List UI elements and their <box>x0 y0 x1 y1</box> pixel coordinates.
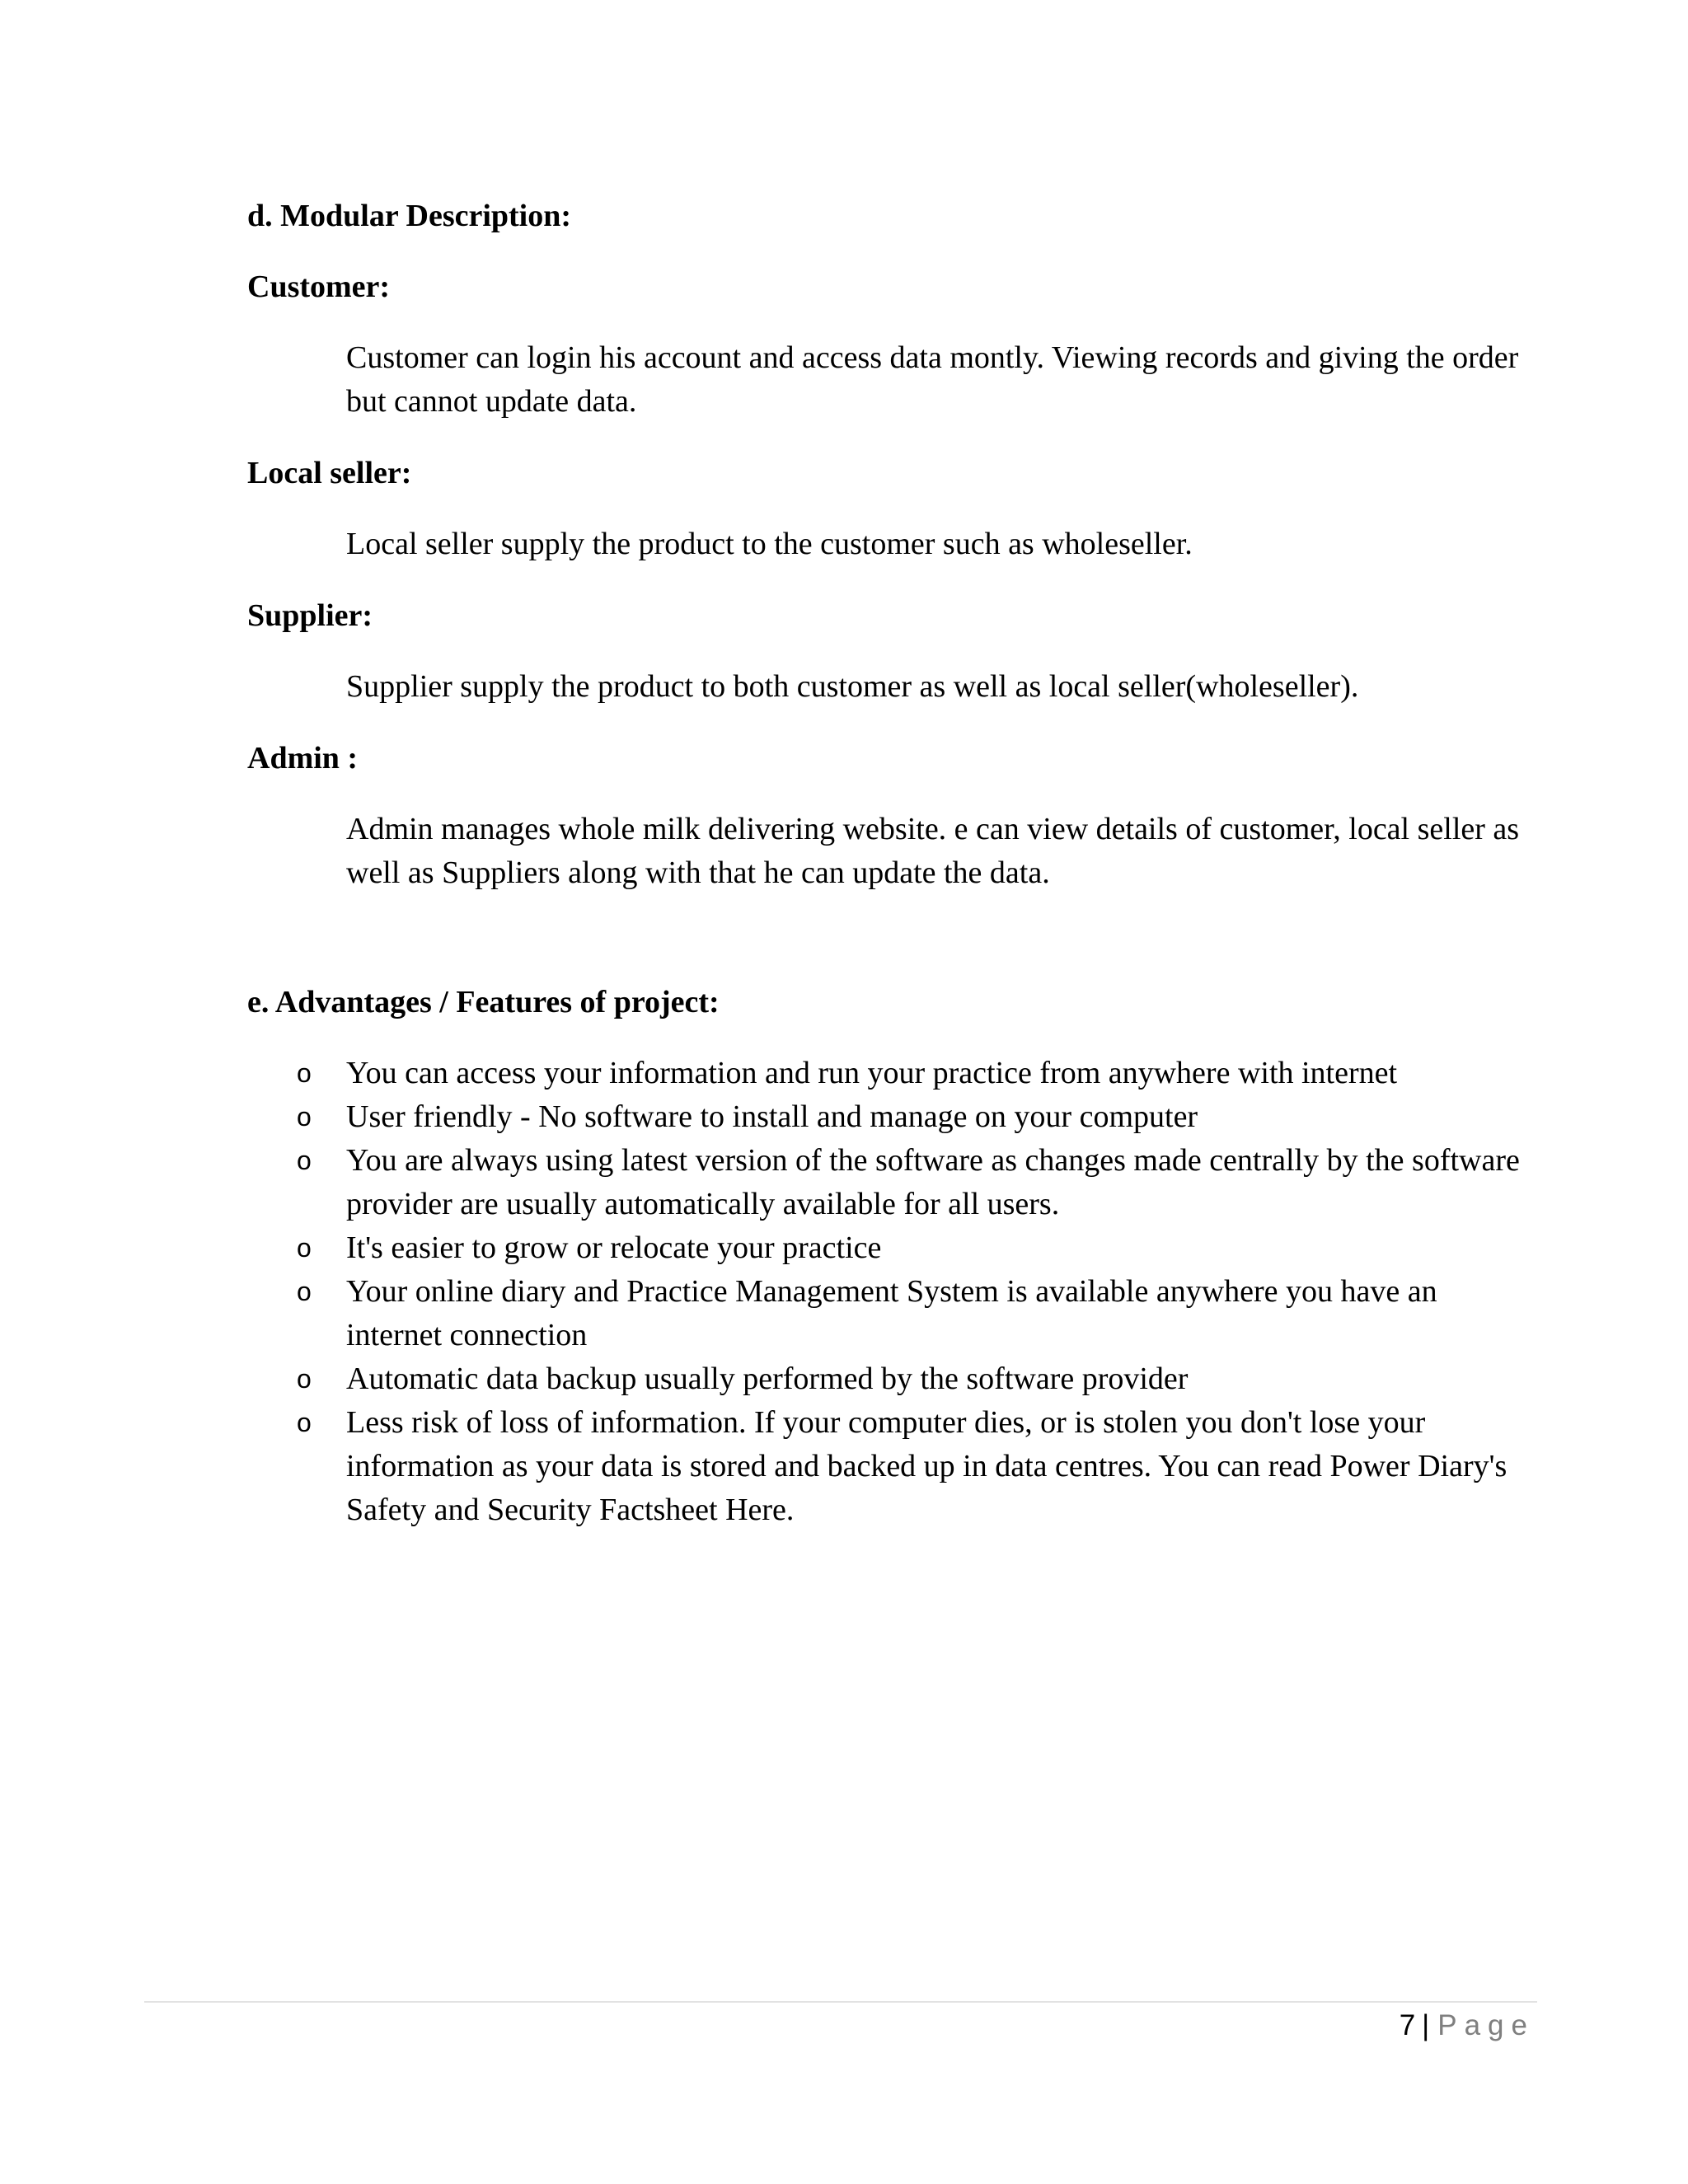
module-description: Customer can login his account and access data montly. Viewing records and giving the order but cannot update data. <box>346 340 1519 419</box>
bullet-icon: o <box>297 1277 312 1306</box>
list-item-text: Your online diary and Practice Management System is available anywhere you have an internet connection <box>346 1274 1437 1352</box>
list-item-text: You can access your information and run your practice from anywhere with internet <box>346 1056 1398 1090</box>
list-item <box>247 1226 1533 1270</box>
module-description: Admin manages whole milk delivering website. e can view details of customer, local seller as well as Suppliers along with that he can update the data. <box>346 812 1520 890</box>
module-customer <box>247 265 1533 424</box>
list-item <box>247 1401 1533 1532</box>
section-d-heading: d. Modular Description: <box>247 199 572 233</box>
list-item-text: Less risk of loss of information. If your computer dies, or is stolen you don't lose your information as your data is stored and backed up in data centres. You can read Power Diary's Safety and Security Factsheet Here. <box>346 1405 1507 1527</box>
module-title: Local seller: <box>247 456 412 490</box>
page-number: 7 <box>1399 2009 1416 2041</box>
module-title: Supplier: <box>247 598 373 633</box>
list-item-text: Automatic data backup usually performed by the software provider <box>346 1361 1189 1396</box>
bullet-icon: o <box>297 1102 312 1132</box>
list-item <box>247 1270 1533 1357</box>
section-advantages <box>247 981 1533 1532</box>
bullet-icon: o <box>297 1408 312 1437</box>
list-item-text: User friendly - No software to install and manage on your computer <box>346 1099 1198 1134</box>
list-item <box>247 1139 1533 1226</box>
module-local-seller <box>247 452 1533 566</box>
section-modular-description <box>247 194 1533 895</box>
list-item <box>247 1357 1533 1401</box>
footer-divider <box>144 2001 1537 2003</box>
list-item-text: It's easier to grow or relocate your practice <box>346 1230 882 1265</box>
page-footer <box>1400 2004 1535 2047</box>
bullet-icon: o <box>297 1058 312 1088</box>
footer-separator: | <box>1422 2009 1430 2041</box>
module-description: Local seller supply the product to the customer such as wholeseller. <box>346 527 1193 561</box>
page-content <box>247 194 1533 1532</box>
section-e-heading: e. Advantages / Features of project: <box>247 985 720 1019</box>
bullet-icon: o <box>297 1364 312 1394</box>
module-supplier <box>247 594 1533 709</box>
list-item <box>247 1095 1533 1139</box>
advantages-list <box>247 1052 1533 1532</box>
module-title: Customer: <box>247 269 391 304</box>
bullet-icon: o <box>297 1233 312 1263</box>
list-item-text: You are always using latest version of the software as changes made centrally by the software provider are usually automatically available for all users. <box>346 1143 1520 1221</box>
module-title: Admin : <box>247 741 359 776</box>
bullet-icon: o <box>297 1146 312 1175</box>
page-label: Page <box>1437 2009 1535 2041</box>
module-admin <box>247 737 1533 895</box>
list-item <box>247 1052 1533 1095</box>
module-description: Supplier supply the product to both customer as well as local seller(wholeseller). <box>346 669 1359 704</box>
